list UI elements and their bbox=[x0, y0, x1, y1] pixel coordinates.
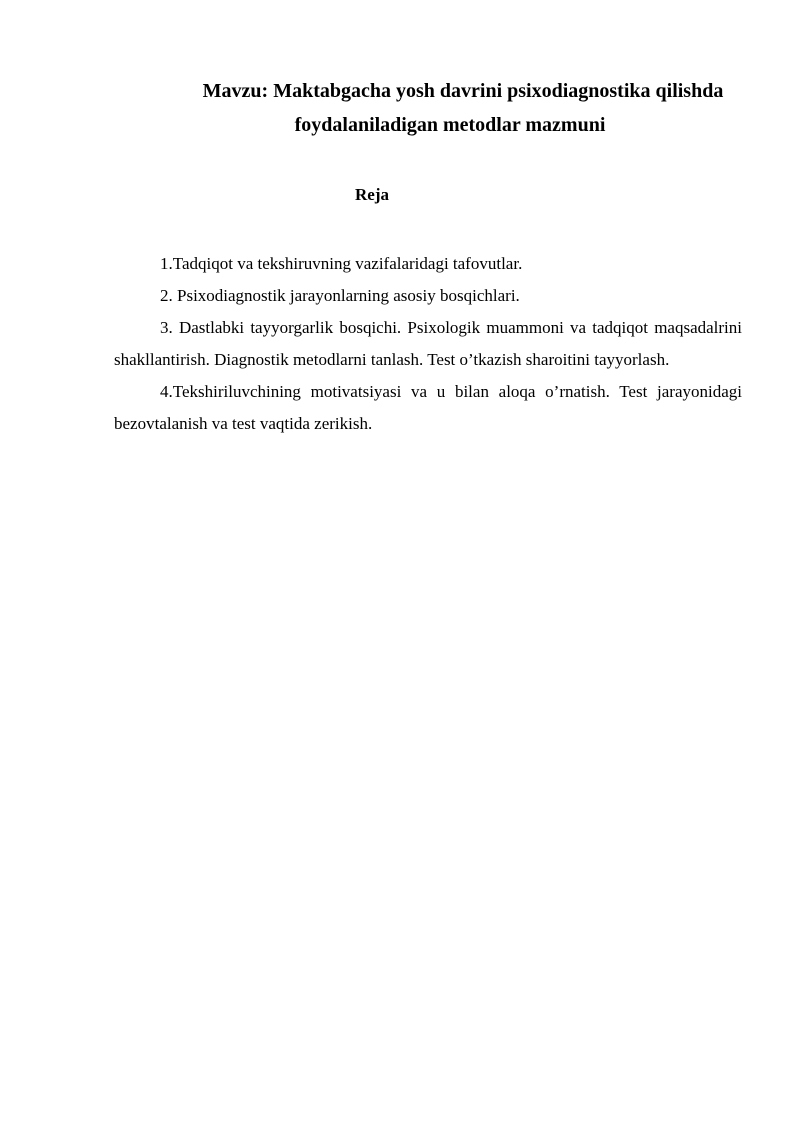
title-line-2: foydalaniladigan metodlar mazmuni bbox=[294, 114, 606, 136]
plan-item-2: 2. Psixodiagnostik jarayonlarning asosiy bosqichlari. bbox=[160, 286, 520, 305]
plan-list bbox=[114, 248, 742, 440]
plan-item-3: 3. Dastlabki tayyorgarlik bosqichi. Psixologik muammoni va tadqiqot maqsadalrini shakllantirish. Diagnostik metodlarni tanlash. Test o’tkazish sharoitini tayyorlash. bbox=[114, 318, 742, 369]
plan-item-1: 1.Tadqiqot va tekshiruvning vazifalaridagi tafovutlar. bbox=[160, 254, 523, 273]
plan-heading: Reja bbox=[355, 185, 389, 204]
title-line-1: Mavzu: Maktabgacha yosh davrini psixodiagnostika qilishda bbox=[202, 80, 724, 102]
plan-item-4: 4.Tekshiriluvchining motivatsiyasi va u bilan aloqa o’rnatish. Test jarayonidagi bezovtalanish va test vaqtida zerikish. bbox=[114, 382, 742, 433]
document-title bbox=[110, 74, 790, 142]
